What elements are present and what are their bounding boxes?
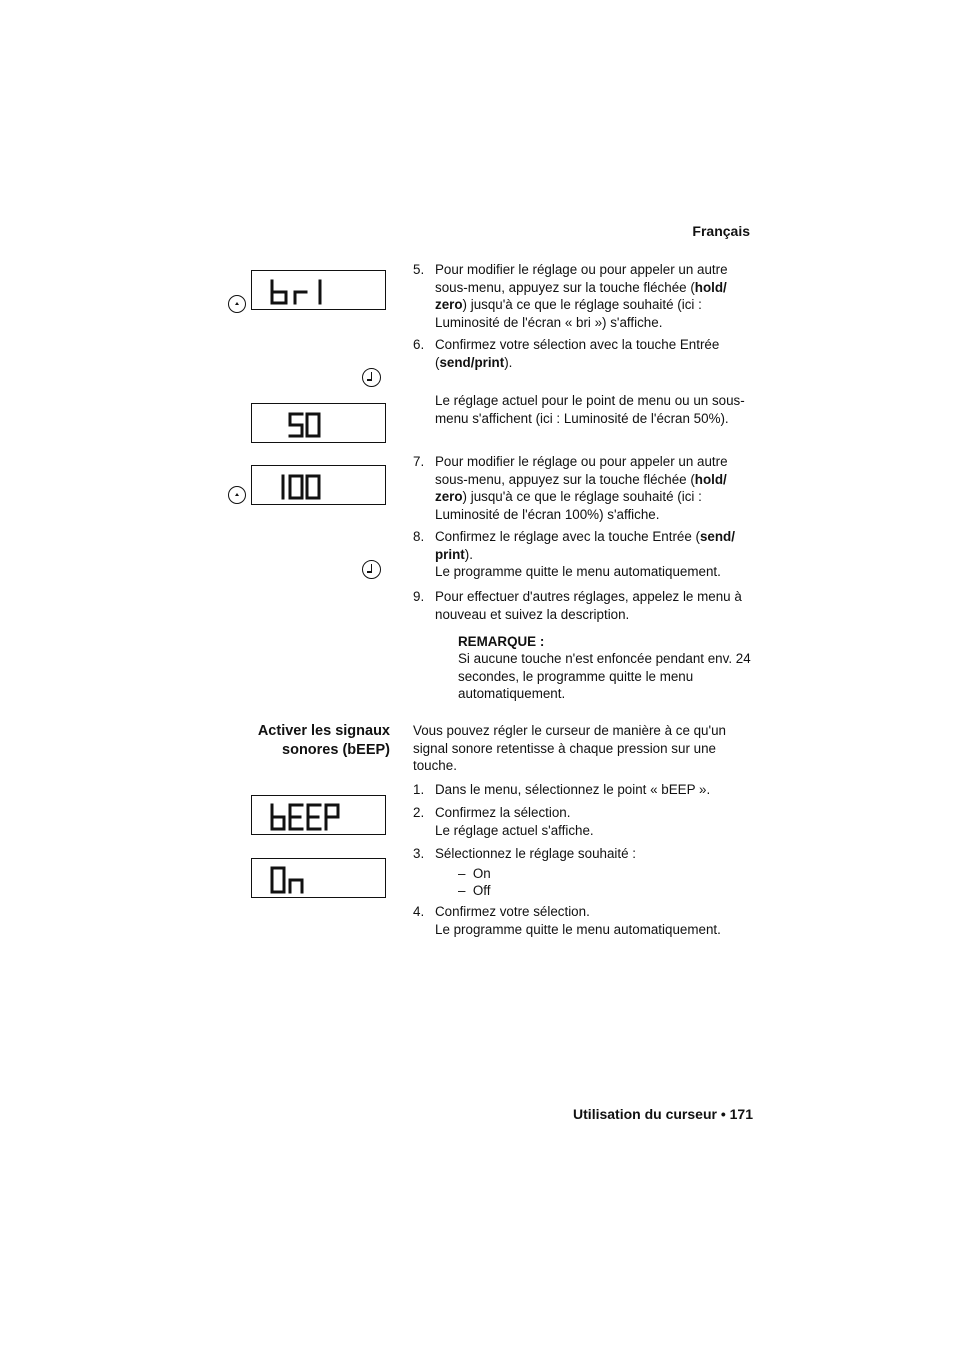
lcd-display-bri xyxy=(251,270,386,310)
section-heading: Activer les signaux sonores (bEEP) xyxy=(257,723,390,758)
step-text: Pour modifier le réglage ou pour appeler un autre sous-menu, appuyez sur la touche fléchée (hold/ zero) jusqu'à ce que le réglage souhaité (ici : Luminosité de l'écran 100%) s'affiche. xyxy=(435,454,728,522)
arrow-key-icon xyxy=(228,295,246,313)
step-number: 7. xyxy=(413,454,425,469)
step-number: 5. xyxy=(413,262,425,277)
lcd-display-beep xyxy=(251,795,386,835)
enter-key-icon xyxy=(362,368,381,387)
note-title: REMARQUE : xyxy=(458,634,545,649)
header-language: Français xyxy=(692,223,750,239)
option-item: – On xyxy=(458,866,491,881)
lcd-display-100 xyxy=(251,465,386,505)
step-text: Pour modifier le réglage ou pour appeler un autre sous-menu, appuyez sur la touche fléchée (hold/ zero) jusqu'à ce que le réglage souhaité (ici : Luminosité de l'écran « bri ») s'affiche. xyxy=(435,262,728,330)
step-text: Confirmez votre sélection avec la touche Entrée (send/print). xyxy=(435,337,720,370)
step-number: 1. xyxy=(413,782,425,797)
paragraph: Le réglage actuel pour le point de menu ou un sous-menu s'affichent (ici : Luminosité de l'écran 50%). xyxy=(435,393,745,426)
lcd-display-on xyxy=(251,858,386,898)
step-text: Sélectionnez le réglage souhaité : xyxy=(435,846,636,861)
step-number: 2. xyxy=(413,805,425,820)
arrow-key-icon xyxy=(228,486,246,504)
enter-key-icon xyxy=(362,560,381,579)
step-number: 3. xyxy=(413,846,425,861)
step-text: Pour effectuer d'autres réglages, appelez le menu à nouveau et suivez la description. xyxy=(435,589,742,622)
step-number: 4. xyxy=(413,904,425,919)
step-number: 9. xyxy=(413,589,425,604)
step-text: Confirmez le réglage avec la touche Entrée (send/ print). Le programme quitte le menu automatiquement. xyxy=(435,529,735,579)
step-text: Dans le menu, sélectionnez le point « bEEP ». xyxy=(435,782,711,797)
note-body: Si aucune touche n'est enfoncée pendant env. 24 secondes, le programme quitte le menu automatiquement. xyxy=(458,651,751,701)
step-number: 8. xyxy=(413,529,425,544)
page-footer: Utilisation du curseur • 171 xyxy=(573,1106,753,1122)
section-intro: Vous pouvez régler le curseur de manière à ce qu'un signal sonore retentisse à chaque pression sur une touche. xyxy=(413,723,726,773)
step-number: 6. xyxy=(413,337,425,352)
lcd-display-50 xyxy=(251,403,386,443)
step-text: Confirmez la sélection. Le réglage actuel s'affiche. xyxy=(435,805,594,838)
option-item: – Off xyxy=(458,883,491,898)
step-text: Confirmez votre sélection. Le programme quitte le menu automatiquement. xyxy=(435,904,721,937)
